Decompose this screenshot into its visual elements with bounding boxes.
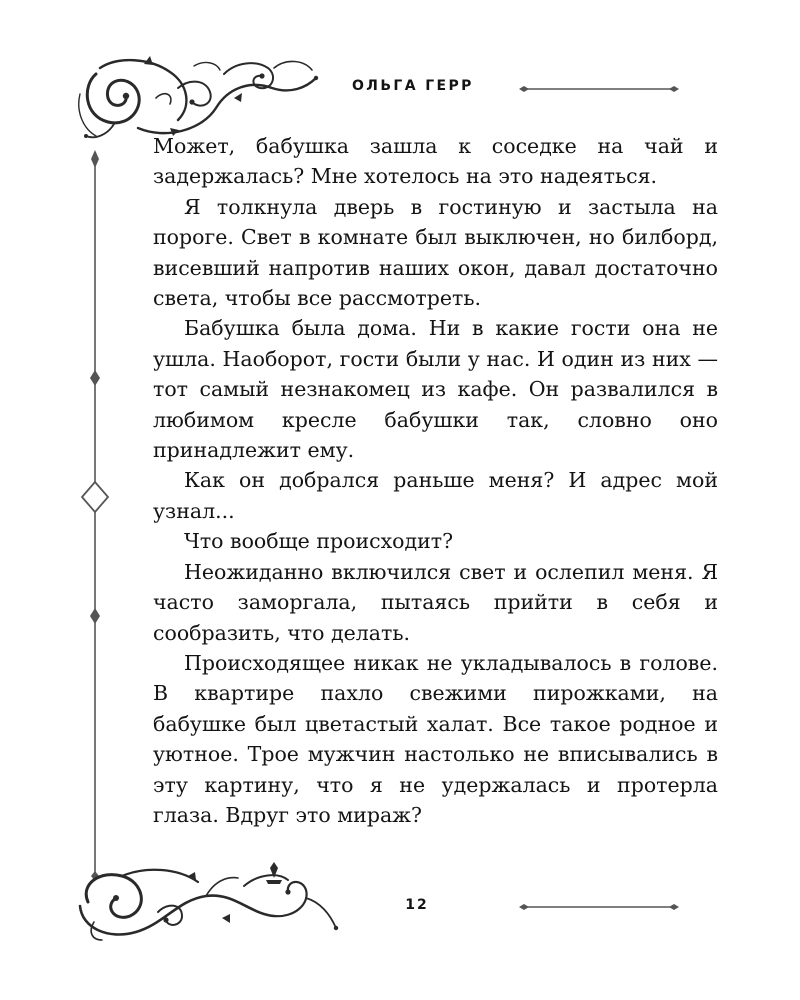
paragraph: Что вообще происходит? [184,529,454,554]
paragraph: Как он добрался раньше меня? И адрес мой узнал... [153,468,718,523]
vertical-rule-ornament [80,150,110,880]
paragraph: Происходящее никак не укладывалось в голове. В квартире пахло свежими пирожками, на бабушке был цветастый халат. Все такое родное и уютное. Трое мужчин настолько не вписывались в эту картину, что я не удержалась и протерла глаза. Вдруг это мираж? [153,650,718,827]
running-head-author: ОЛЬГА ГЕРР [352,78,474,94]
paragraph: Я толкнула дверь в гостиную и застыла на пороге. Свет в комнате был выключен, но билборд, висевший напротив наших окон, давал достаточно света, чтобы все рассмотреть. [153,194,718,311]
paragraph: Может, бабушка зашла к соседке на чай и задержалась? Мне хотелось на это надеяться. [153,134,718,189]
footer-rule-ornament [519,902,679,912]
paragraph: Бабушка была дома. Ни в какие гости она не ушла. Наоборот, гости были у нас. И один из них — тот самый незнакомец из кафе. Он развалился в любимом кресле бабушки так, словно оно принадлежит ему. [153,316,718,463]
body-text [153,131,718,830]
paragraph: Неожиданно включился свет и ослепил меня. Я часто заморгала, пытаясь прийти в себя и сообразить, что делать. [153,559,718,645]
header-rule-ornament [519,84,679,94]
page-number: 12 [405,897,429,913]
footer-flourish-ornament [74,862,344,944]
